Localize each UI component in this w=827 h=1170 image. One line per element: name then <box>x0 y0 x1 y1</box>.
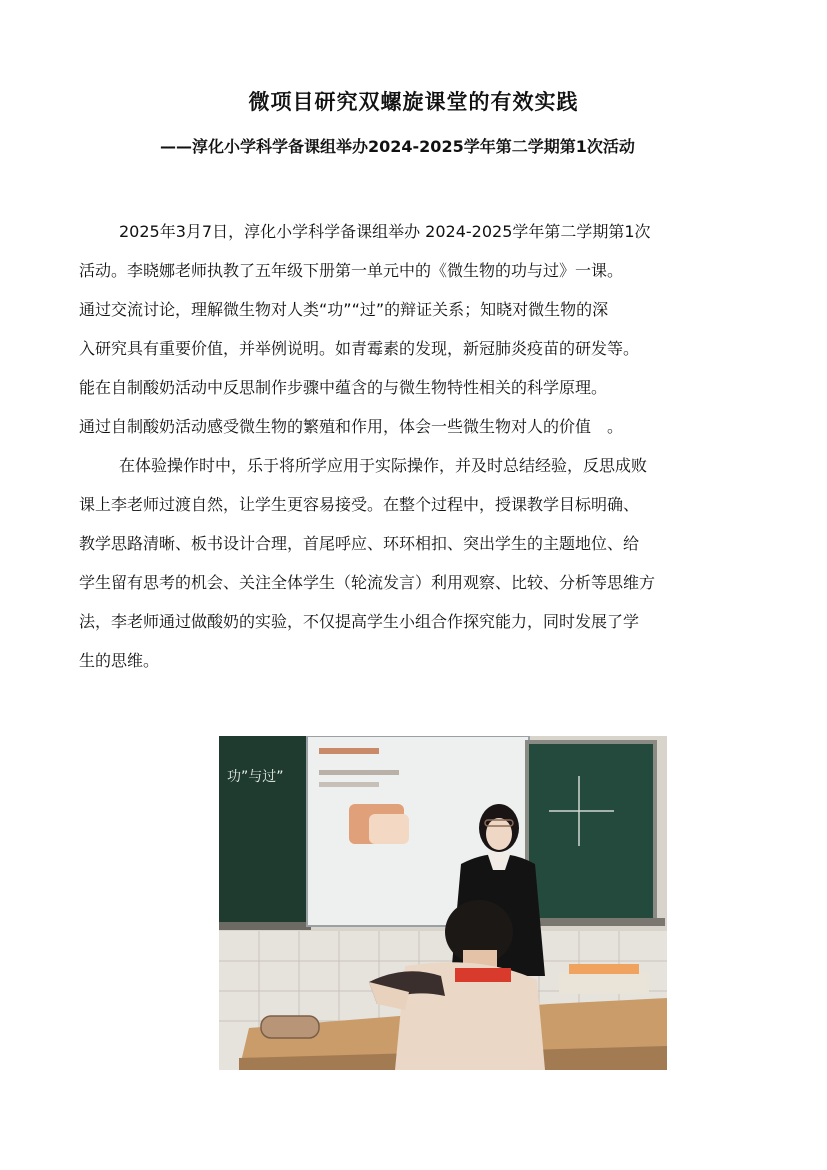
document-title: 微项目研究双螺旋课堂的有效实践 <box>248 90 579 114</box>
paragraph-line: 学生留有思考的机会、关注全体学生（轮流发言）利用观察、比较、分析等思维方 <box>79 573 656 592</box>
document-subtitle: ——淳化小学科学备课组举办2024-2025学年第二学期第1次活动 <box>160 137 635 156</box>
paragraph-line: 2025年3月7日，淳化小学科学备课组举办 2024-2025学年第二学期第1次 <box>119 222 651 241</box>
paragraph-line: 课上李老师过渡自然，让学生更容易接受。在整个过程中，授课教学目标明确、 <box>79 495 640 514</box>
document-body <box>79 218 779 686</box>
blackboard-text: 功”与过” <box>227 769 284 785</box>
paragraph-line: 能在自制酸奶活动中反思制作步骤中蕴含的与微生物特性相关的科学原理。 <box>79 378 608 397</box>
classroom-photo <box>219 736 667 1070</box>
paragraph-line: 法，李老师通过做酸奶的实验，不仅提高学生小组合作探究能力，同时发展了学 <box>79 612 640 631</box>
classroom-photo-drawing <box>219 736 667 1070</box>
paragraph-line: 在体验操作时中，乐于将所学应用于实际操作，并及时总结经验，反思成败 <box>119 456 648 475</box>
paragraph-line: 教学思路清晰、板书设计合理，首尾呼应、环环相扣、突出学生的主题地位、给 <box>79 534 640 553</box>
paragraph-line: 通过交流讨论，理解微生物对人类“功”“过”的辩证关系；知晓对微生物的深 <box>79 300 609 319</box>
paragraph-line: 活动。李晓娜老师执教了五年级下册第一单元中的《微生物的功与过》一课。 <box>79 261 624 280</box>
paragraph-line: 生的思维。 <box>79 651 160 670</box>
paragraph-line: 入研究具有重要价值，并举例说明。如青霉素的发现，新冠肺炎疫苗的研发等。 <box>79 339 640 358</box>
paragraph-line: 通过自制酸奶活动感受微生物的繁殖和作用，体会一些微生物对人的价值 。 <box>79 417 624 436</box>
